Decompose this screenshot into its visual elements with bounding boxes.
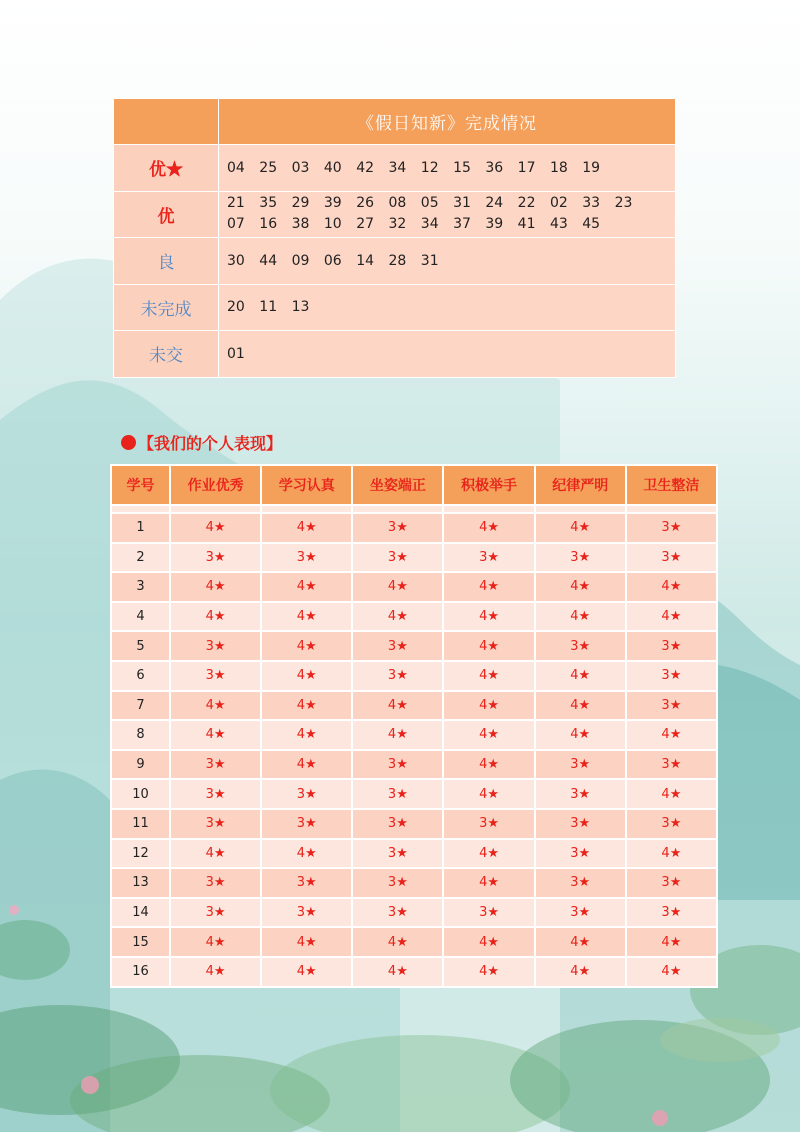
score-cell: 3★ — [170, 750, 261, 780]
score-cell: 4★ — [261, 661, 352, 691]
score-cell: 4★ — [535, 957, 626, 987]
student-number-cell: 13 — [111, 868, 170, 898]
score-cell: 3★ — [261, 809, 352, 839]
score-cell: 4★ — [170, 513, 261, 543]
student-number-cell: 14 — [111, 898, 170, 928]
score-cell: 4★ — [443, 513, 534, 543]
student-number: 39 — [485, 216, 504, 233]
student-number: 31 — [420, 252, 439, 269]
student-number-cell: 11 — [111, 809, 170, 839]
completion-row — [114, 331, 676, 378]
student-number-list — [219, 331, 676, 378]
student-number: 42 — [356, 159, 375, 176]
table-row — [111, 868, 717, 898]
score-cell: 3★ — [535, 809, 626, 839]
table-row — [111, 720, 717, 750]
score-cell: 3★ — [170, 898, 261, 928]
student-number: 38 — [291, 216, 310, 233]
score-cell: 3★ — [352, 750, 443, 780]
student-number-cell: 1 — [111, 513, 170, 543]
score-cell: 3★ — [261, 898, 352, 928]
student-number: 18 — [549, 159, 568, 176]
student-number-cell: 3 — [111, 572, 170, 602]
column-header: 学习认真 — [261, 465, 352, 505]
score-cell: 3★ — [170, 868, 261, 898]
student-number: 34 — [420, 216, 439, 233]
student-number: 35 — [259, 195, 278, 212]
score-cell: 3★ — [352, 779, 443, 809]
score-cell: 3★ — [626, 898, 717, 928]
student-number: 29 — [291, 195, 310, 212]
section-heading — [121, 431, 282, 454]
completion-row — [114, 191, 676, 238]
score-cell: 4★ — [170, 572, 261, 602]
score-cell: 4★ — [626, 720, 717, 750]
student-number-cell: 7 — [111, 691, 170, 721]
score-cell: 3★ — [261, 868, 352, 898]
student-number: 03 — [291, 159, 310, 176]
score-cell: 4★ — [443, 839, 534, 869]
score-cell: 3★ — [626, 809, 717, 839]
score-cell: 4★ — [170, 691, 261, 721]
student-number: 04 — [227, 159, 245, 176]
student-number: 05 — [420, 195, 439, 212]
score-cell: 4★ — [535, 927, 626, 957]
score-cell: 3★ — [626, 661, 717, 691]
student-number: 09 — [291, 252, 310, 269]
student-number-list — [219, 145, 676, 192]
grade-label: 未交 — [114, 331, 219, 378]
score-cell: 4★ — [443, 631, 534, 661]
score-cell: 4★ — [261, 631, 352, 661]
student-number-cell: 16 — [111, 957, 170, 987]
student-number: 13 — [291, 299, 310, 316]
score-cell: 3★ — [535, 898, 626, 928]
score-cell: 4★ — [535, 691, 626, 721]
student-number: 43 — [549, 216, 568, 233]
score-cell: 4★ — [261, 513, 352, 543]
score-cell: 3★ — [443, 543, 534, 573]
student-number: 34 — [388, 159, 407, 176]
table-row — [111, 602, 717, 632]
red-dot-icon — [121, 435, 136, 450]
score-cell: 3★ — [443, 809, 534, 839]
score-cell: 4★ — [443, 750, 534, 780]
score-cell: 4★ — [443, 957, 534, 987]
student-number: 25 — [259, 159, 278, 176]
student-number: 08 — [388, 195, 407, 212]
score-cell: 4★ — [261, 691, 352, 721]
student-number: 44 — [259, 252, 278, 269]
score-cell: 4★ — [443, 602, 534, 632]
score-cell: 3★ — [170, 543, 261, 573]
student-number: 07 — [227, 216, 245, 233]
column-header: 作业优秀 — [170, 465, 261, 505]
student-number: 14 — [356, 252, 375, 269]
score-cell: 3★ — [535, 543, 626, 573]
score-cell: 4★ — [352, 602, 443, 632]
score-cell: 4★ — [352, 572, 443, 602]
student-number-cell: 6 — [111, 661, 170, 691]
grade-label: 优★ — [114, 145, 219, 192]
student-number: 01 — [227, 345, 245, 362]
score-cell: 4★ — [352, 927, 443, 957]
table-row — [111, 661, 717, 691]
table-row — [111, 750, 717, 780]
student-number: 10 — [323, 216, 342, 233]
score-cell: 3★ — [170, 779, 261, 809]
score-cell: 3★ — [535, 750, 626, 780]
score-cell: 4★ — [261, 957, 352, 987]
score-cell: 4★ — [626, 602, 717, 632]
student-number: 26 — [356, 195, 375, 212]
table-row — [111, 543, 717, 573]
student-number-list — [219, 284, 676, 331]
column-header: 学号 — [111, 465, 170, 505]
student-number-cell: 10 — [111, 779, 170, 809]
column-header: 积极举手 — [443, 465, 534, 505]
student-number-list — [219, 238, 676, 285]
score-cell: 4★ — [626, 957, 717, 987]
student-number: 28 — [388, 252, 407, 269]
score-cell: 3★ — [170, 631, 261, 661]
student-number: 40 — [323, 159, 342, 176]
score-cell: 4★ — [535, 720, 626, 750]
score-cell: 4★ — [170, 839, 261, 869]
student-number: 37 — [453, 216, 471, 233]
score-cell: 3★ — [626, 513, 717, 543]
student-number-cell: 12 — [111, 839, 170, 869]
score-cell: 4★ — [170, 927, 261, 957]
score-cell: 4★ — [261, 572, 352, 602]
student-number-list — [219, 191, 676, 238]
score-cell: 3★ — [352, 839, 443, 869]
score-cell: 4★ — [535, 572, 626, 602]
score-cell: 3★ — [352, 661, 443, 691]
score-cell: 3★ — [535, 868, 626, 898]
score-cell: 4★ — [443, 720, 534, 750]
score-cell: 4★ — [535, 513, 626, 543]
student-number: 12 — [420, 159, 439, 176]
score-cell: 4★ — [352, 720, 443, 750]
grade-label: 良 — [114, 238, 219, 285]
grade-label: 未完成 — [114, 284, 219, 331]
table-row — [111, 513, 717, 543]
student-number: 20 — [227, 299, 245, 316]
score-cell: 4★ — [352, 691, 443, 721]
completion-row — [114, 145, 676, 192]
score-cell: 3★ — [261, 543, 352, 573]
performance-header-row — [111, 465, 717, 505]
score-cell: 3★ — [626, 691, 717, 721]
score-cell: 4★ — [170, 957, 261, 987]
student-number: 19 — [582, 159, 601, 176]
column-header: 卫生整洁 — [626, 465, 717, 505]
section-heading-text: 【我们的个人表现】 — [138, 434, 283, 453]
score-cell: 4★ — [170, 602, 261, 632]
student-number: 17 — [517, 159, 536, 176]
score-cell: 3★ — [626, 543, 717, 573]
completion-row — [114, 238, 676, 285]
score-cell: 3★ — [352, 809, 443, 839]
score-cell: 4★ — [535, 661, 626, 691]
student-number-cell: 2 — [111, 543, 170, 573]
score-cell: 3★ — [170, 809, 261, 839]
score-cell: 3★ — [352, 898, 443, 928]
completion-header-row — [114, 99, 676, 145]
score-cell: 4★ — [261, 839, 352, 869]
score-cell: 4★ — [352, 957, 443, 987]
student-number: 27 — [356, 216, 375, 233]
score-cell: 3★ — [535, 631, 626, 661]
score-cell: 3★ — [443, 898, 534, 928]
table-row — [111, 839, 717, 869]
student-number-cell: 8 — [111, 720, 170, 750]
table-row — [111, 691, 717, 721]
score-cell: 3★ — [626, 631, 717, 661]
student-number-cell: 5 — [111, 631, 170, 661]
score-cell: 3★ — [170, 661, 261, 691]
score-cell: 4★ — [443, 779, 534, 809]
table-row — [111, 779, 717, 809]
score-cell: 4★ — [261, 927, 352, 957]
student-number: 15 — [453, 159, 471, 176]
student-number: 21 — [227, 195, 245, 212]
completion-row — [114, 284, 676, 331]
score-cell: 3★ — [352, 513, 443, 543]
score-cell: 3★ — [626, 750, 717, 780]
student-number: 41 — [517, 216, 536, 233]
table-row — [111, 898, 717, 928]
score-cell: 4★ — [443, 927, 534, 957]
completion-title: 《假日知新》完成情况 — [219, 99, 676, 145]
score-cell: 4★ — [626, 572, 717, 602]
score-cell: 3★ — [261, 779, 352, 809]
column-header: 坐姿端正 — [352, 465, 443, 505]
student-number: 45 — [582, 216, 601, 233]
header-spacer-row — [111, 505, 717, 513]
student-number-cell: 15 — [111, 927, 170, 957]
completion-table — [113, 98, 676, 378]
score-cell: 3★ — [535, 839, 626, 869]
score-cell: 4★ — [443, 661, 534, 691]
completion-header-corner — [114, 99, 219, 145]
student-number: 11 — [259, 299, 278, 316]
grade-label: 优 — [114, 191, 219, 238]
student-number: 30 — [227, 252, 245, 269]
table-row — [111, 957, 717, 987]
score-cell: 3★ — [352, 631, 443, 661]
table-row — [111, 927, 717, 957]
student-number: 06 — [323, 252, 342, 269]
student-number: 33 — [582, 195, 601, 212]
student-number: 31 — [453, 195, 471, 212]
score-cell: 3★ — [535, 779, 626, 809]
column-header: 纪律严明 — [535, 465, 626, 505]
table-row — [111, 809, 717, 839]
score-cell: 4★ — [443, 691, 534, 721]
performance-body — [111, 505, 717, 987]
student-number: 02 — [549, 195, 568, 212]
performance-table — [110, 464, 718, 988]
score-cell: 4★ — [261, 750, 352, 780]
score-cell: 4★ — [626, 927, 717, 957]
score-cell: 4★ — [261, 602, 352, 632]
score-cell: 3★ — [352, 543, 443, 573]
score-cell: 4★ — [443, 868, 534, 898]
student-number: 36 — [485, 159, 504, 176]
score-cell: 4★ — [626, 779, 717, 809]
score-cell: 3★ — [626, 868, 717, 898]
student-number: 39 — [323, 195, 342, 212]
table-row — [111, 631, 717, 661]
score-cell: 4★ — [535, 602, 626, 632]
student-number: 22 — [517, 195, 536, 212]
student-number: 24 — [485, 195, 504, 212]
student-number: 23 — [614, 195, 633, 212]
student-number: 32 — [388, 216, 407, 233]
student-number-cell: 9 — [111, 750, 170, 780]
score-cell: 4★ — [261, 720, 352, 750]
score-cell: 4★ — [626, 839, 717, 869]
student-number: 16 — [259, 216, 278, 233]
score-cell: 4★ — [443, 572, 534, 602]
student-number-cell: 4 — [111, 602, 170, 632]
score-cell: 3★ — [352, 868, 443, 898]
score-cell: 4★ — [170, 720, 261, 750]
table-row — [111, 572, 717, 602]
